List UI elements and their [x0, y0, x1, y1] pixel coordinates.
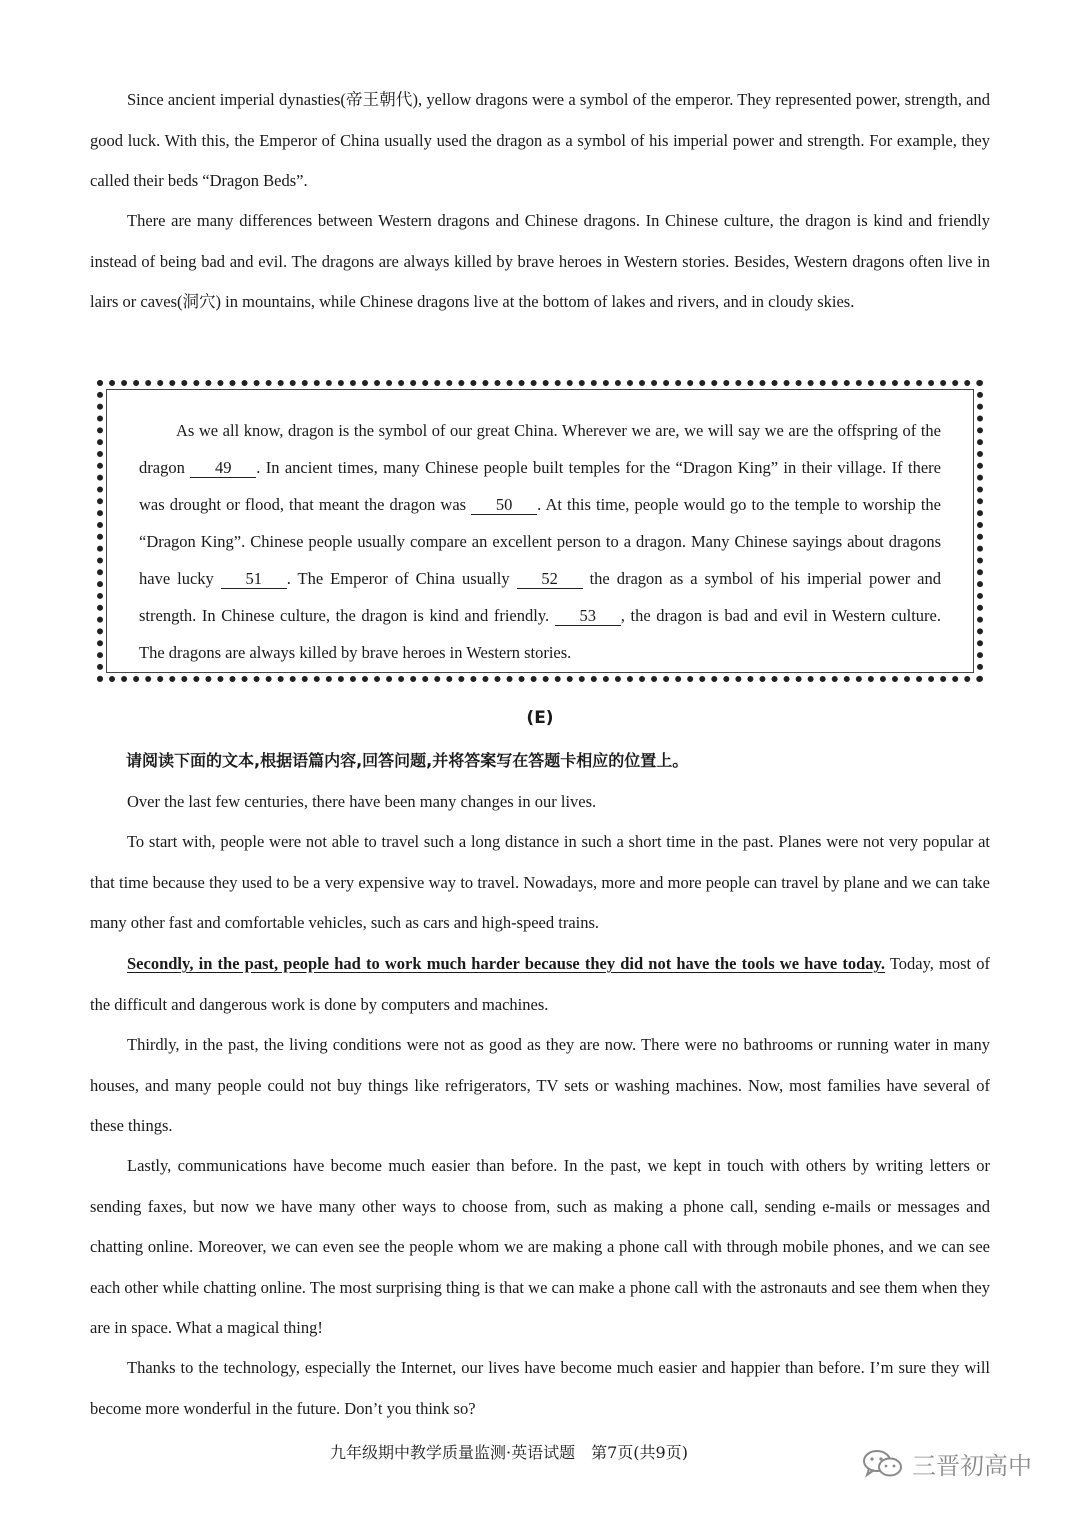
passage-e-paragraph-1: Over the last few centuries, there have been many changes in our lives. [127, 792, 597, 811]
summary-text [139, 412, 941, 671]
summary-box [97, 380, 983, 682]
instruction-text: 请阅读下面的文本,根据语篇内容,回答问题,并将答案写在答题卡相应的位置上。 [126, 751, 689, 770]
blank-52[interactable]: 52 [517, 570, 583, 589]
summary-text-part-5: the dragon as a symbol of his imperial power and strength. In Chinese culture, the dragon is kind and friendly. [139, 569, 941, 625]
section-e-label: (E) [526, 708, 554, 728]
summary-text-part-3: . At this time, people would go to the temple to worship the “Dragon King”. Chinese people usually compare an excellent person to a dragon. Many Chinese sayings about dragons have lucky [139, 495, 941, 588]
passage-e-paragraph-6: Thanks to the technology, especially the Internet, our lives have become much easier and happier than before. I’m sure they will become more wonderful in the future. Don’t you think so? [90, 1358, 990, 1418]
passage-e-paragraph-4: Thirdly, in the past, the living conditions were not as good as they are now. There were no bathrooms or running water in many houses, and many people could not buy things like refrigerators, TV sets or washing machines. Now, most families have several of these things. [90, 1035, 990, 1135]
summary-text-part-6: , the dragon is bad and evil in Western culture. The dragons are always killed by brave heroes in Western stories. [139, 606, 941, 662]
wechat-icon [862, 1449, 904, 1479]
blank-50[interactable]: 50 [471, 496, 537, 515]
passage-e-paragraph-2: To start with, people were not able to travel such a long distance in such a short time in the past. Planes were not very popular at that time because they used to be a very expensive way to travel. Nowadays, more and more people can travel by plane and we can take many other fast and comfortable vehicles, such as cars and high-speed trains. [90, 832, 990, 932]
blank-53[interactable]: 53 [555, 607, 621, 626]
watermark [862, 1446, 1032, 1481]
blank-51[interactable]: 51 [221, 570, 287, 589]
blank-49[interactable]: 49 [190, 459, 256, 478]
passage-d-paragraph-1: Since ancient imperial dynasties(帝王朝代), yellow dragons were a symbol of the emperor. They represented power, strength, and good luck. With this, the Emperor of China usually used the dragon as a symbol of his imperial power and strength. For example, they called their beds “Dragon Beds”. [90, 90, 990, 190]
summary-text-part-4: . The Emperor of China usually [286, 569, 517, 588]
watermark-text: 三晋初高中 [912, 1452, 1032, 1480]
passage-e-paragraph-5: Lastly, communications have become much easier than before. In the past, we kept in touch with others by writing letters or sending faxes, but now we have many other ways to choose from, such as making a phone call, sending e-mails or messages and chatting online. Moreover, we can even see the people whom we are making a phone call with through mobile phones, and we can see each other while chatting online. The most surprising thing is that we can make a phone call with the astronauts and see them when they are in space. What a magical thing! [90, 1156, 990, 1337]
page-footer: 九年级期中教学质量监测·英语试题 第7页(共9页) [330, 1443, 688, 1462]
passage-e-paragraph-3 [90, 944, 990, 1025]
summary-box-inner [106, 389, 974, 673]
passage-e-paragraph-3-rest: Today, most of the difficult and dangerous work is done by computers and machines. [90, 954, 990, 1014]
summary-text-part-1: As we all know, dragon is the symbol of our great China. Wherever we are, we will say we are the offspring of the dragon [139, 421, 941, 477]
summary-text-part-2: . In ancient times, many Chinese people built temples for the “Dragon King” in their village. If there was drought or flood, that meant the dragon was [139, 458, 941, 514]
underlined-sentence: Secondly, in the past, people had to work much harder because they did not have the tools we have today. [127, 954, 885, 973]
passage-d-paragraph-2: There are many differences between Western dragons and Chinese dragons. In Chinese culture, the dragon is kind and friendly instead of being bad and evil. The dragons are always killed by brave heroes in Western stories. Besides, Western dragons often live in lairs or caves(洞穴) in mountains, while Chinese dragons live at the bottom of lakes and rivers, and in cloudy skies. [90, 211, 990, 311]
